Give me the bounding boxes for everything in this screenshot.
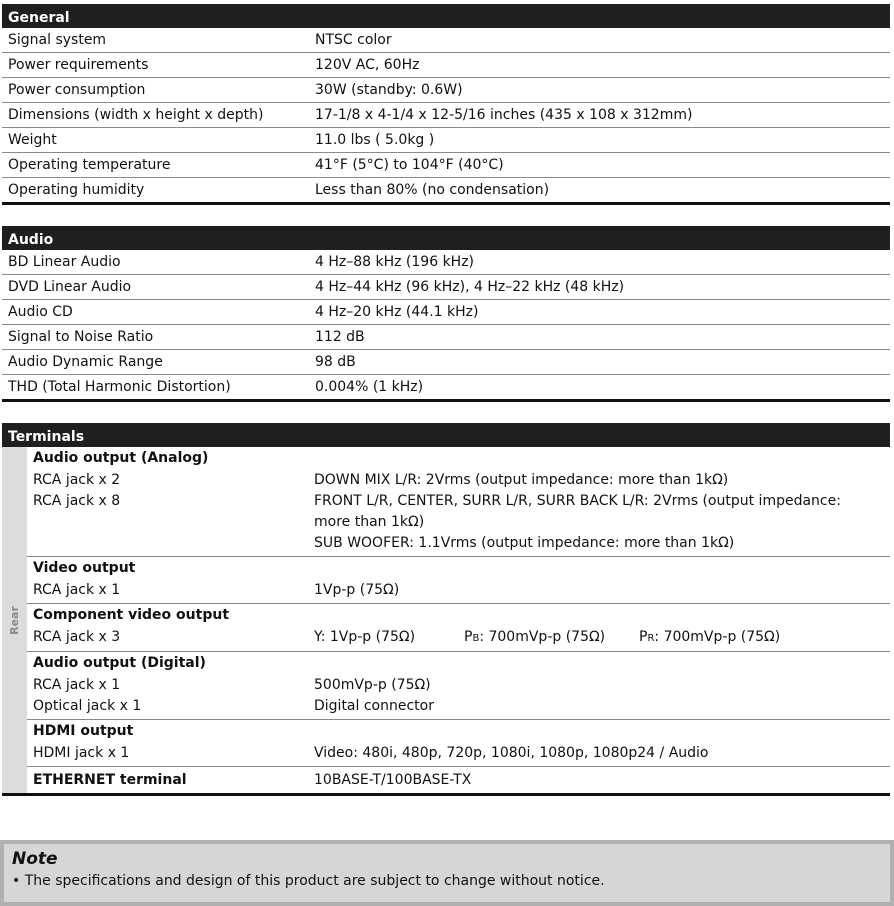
spec-value: 41°F (5°C) to 104°F (40°C) — [309, 153, 890, 178]
spec-row — [2, 325, 890, 350]
spec-row — [2, 53, 890, 78]
group-audio-analog — [27, 447, 890, 557]
group-heading: HDMI output — [33, 723, 134, 739]
spec-row — [2, 28, 890, 53]
spec-key: DVD Linear Audio — [2, 275, 309, 300]
spec-row — [2, 300, 890, 325]
terminal-key: ETHERNET terminal — [33, 772, 187, 788]
group-heading: Component video output — [33, 607, 230, 623]
spec-row — [2, 275, 890, 300]
spec-value: NTSC color — [309, 28, 890, 53]
spec-row — [2, 178, 890, 204]
group-heading: Audio output (Digital) — [33, 655, 206, 671]
spec-row — [2, 153, 890, 178]
audio-table — [2, 250, 890, 402]
terminal-value: DOWN MIX L/R: 2Vrms (output impedance: more than 1kΩ) — [314, 472, 729, 488]
terminal-value: Video: 480i, 480p, 720p, 1080i, 1080p, 1080p24 / Audio — [314, 745, 709, 761]
terminal-key: RCA jack x 1 — [33, 582, 121, 598]
group-heading: Audio output (Analog) — [33, 450, 209, 466]
terminals-header: Terminals — [2, 423, 890, 447]
note-text: • The specifications and design of this product are subject to change without notice. — [12, 873, 605, 889]
terminal-value: 500mVp-p (75Ω) — [314, 677, 431, 693]
general-header: General — [2, 4, 890, 28]
spec-value: 4 Hz–20 kHz (44.1 kHz) — [309, 300, 890, 325]
spec-row — [2, 250, 890, 275]
group-audio-digital — [27, 652, 890, 720]
group-hdmi-output — [27, 720, 890, 767]
terminals-section — [2, 423, 890, 796]
spec-key: Dimensions (width x height x depth) — [2, 103, 309, 128]
terminal-value: 1Vp-p (75Ω) — [314, 582, 400, 598]
group-heading: Video output — [33, 560, 136, 576]
terminal-value: 10BASE-T/100BASE-TX — [314, 772, 472, 788]
spec-value: 112 dB — [309, 325, 890, 350]
terminal-value: Digital connector — [314, 698, 434, 714]
spec-value: 4 Hz–88 kHz (196 kHz) — [309, 250, 890, 275]
terminal-key: HDMI jack x 1 — [33, 745, 130, 761]
spec-value: 30W (standby: 0.6W) — [309, 78, 890, 103]
note-title: Note — [12, 849, 58, 869]
terminal-key: RCA jack x 3 — [33, 629, 121, 645]
terminal-value: FRONT L/R, CENTER, SURR L/R, SURR BACK L/R: 2Vrms (output impedance: — [314, 493, 841, 509]
spec-row — [2, 350, 890, 375]
spec-key: Operating temperature — [2, 153, 309, 178]
audio-section — [2, 226, 890, 402]
terminal-value: SUB WOOFER: 1.1Vrms (output impedance: more than 1kΩ) — [314, 535, 735, 551]
group-component-video — [27, 604, 890, 652]
spec-key: Operating humidity — [2, 178, 309, 204]
spec-key: Power requirements — [2, 53, 309, 78]
terminal-key: RCA jack x 1 — [33, 677, 121, 693]
group-ethernet — [27, 767, 890, 793]
spec-key: Signal system — [2, 28, 309, 53]
spec-row — [2, 128, 890, 153]
spec-row — [2, 375, 890, 401]
note-box — [0, 840, 894, 906]
group-video-output — [27, 557, 890, 604]
general-section — [2, 4, 890, 205]
terminal-key: RCA jack x 2 — [33, 472, 121, 488]
spec-value: Less than 80% (no condensation) — [309, 178, 890, 204]
spec-key: Weight — [2, 128, 309, 153]
spec-value: 4 Hz–44 kHz (96 kHz), 4 Hz–22 kHz (48 kHz) — [309, 275, 890, 300]
spec-key: Power consumption — [2, 78, 309, 103]
spec-row — [2, 78, 890, 103]
spec-key: BD Linear Audio — [2, 250, 309, 275]
rear-side-label: Rear — [2, 447, 27, 793]
terminal-value: Y: 1Vp-p (75Ω) PB: 700mVp-p (75Ω) PR: 700mVp-p (75Ω) — [314, 629, 781, 645]
spec-value: 0.004% (1 kHz) — [309, 375, 890, 401]
terminal-value: more than 1kΩ) — [314, 514, 425, 530]
spec-key: Audio Dynamic Range — [2, 350, 309, 375]
spec-key: Audio CD — [2, 300, 309, 325]
spec-value: 17-1/8 x 4-1/4 x 12-5/16 inches (435 x 108 x 312mm) — [309, 103, 890, 128]
spec-value: 120V AC, 60Hz — [309, 53, 890, 78]
terminal-key: RCA jack x 8 — [33, 493, 121, 509]
spec-key: Signal to Noise Ratio — [2, 325, 309, 350]
audio-header: Audio — [2, 226, 890, 250]
spec-value: 98 dB — [309, 350, 890, 375]
spec-value: 11.0 lbs ( 5.0kg ) — [309, 128, 890, 153]
terminal-key: Optical jack x 1 — [33, 698, 142, 714]
general-table — [2, 28, 890, 205]
spec-key: THD (Total Harmonic Distortion) — [2, 375, 309, 401]
spec-row — [2, 103, 890, 128]
